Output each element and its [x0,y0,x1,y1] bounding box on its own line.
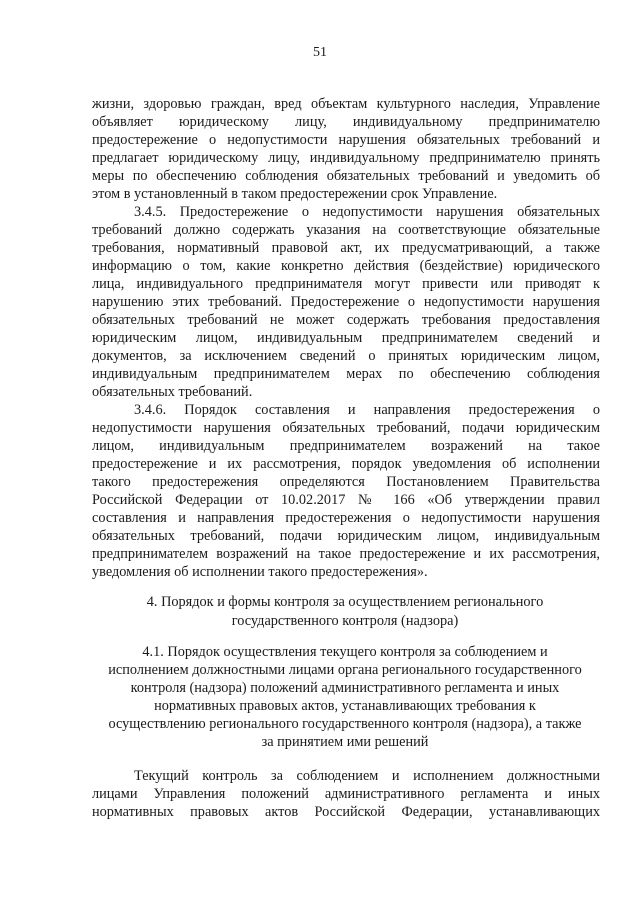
text-line: документов, за исключением сведений о принятых юридическим лицом, [92,348,600,364]
text-line: составления и направления предостережения о недопустимости нарушения [92,510,600,526]
heading-line: 4. Порядок и формы контроля за осуществлением регионального [146,594,544,610]
text-line: лицами Управления положений административного регламента и иных [92,786,600,802]
text-line: нормативных правовых актов Российской Федерации, устанавливающих [92,804,600,820]
heading-line: государственного контроля (надзора) [231,613,459,629]
page-number: 51 [313,45,327,60]
text-line: Текущий контроль за соблюдением и исполнением должностными [134,768,600,784]
text-line: меры по обеспечению соблюдения обязательных требований и уведомить об [92,168,600,184]
text-line: жизни, здоровью граждан, вред объектам культурного наследия, Управление [92,96,600,112]
text-line: юридическим лицом, индивидуальным предпринимателем сведений и [92,330,600,346]
text-line: недопустимости нарушения обязательных требований, подачи юридическим [92,420,600,436]
heading-line: за принятием ими решений [261,734,429,750]
text-line: обязательных требований. [92,384,253,400]
text-line: этом в установленный в таком предостережении срок Управление. [92,186,498,202]
text-line: требований должно содержать указания на соответствующие обязательные [92,222,600,238]
text-line: нарушению этих требований. Предостережение о недопустимости нарушения [92,294,600,310]
text-line: 3.4.6. Порядок составления и направления предостережения о [134,402,600,418]
text-line: Российской Федерации от 10.02.2017 № 166 «Об утверждении правил [92,492,600,508]
heading-line: нормативных правовых актов, устанавливающих требования к [154,698,536,714]
text-line: предостережение и их рассмотрения, порядок уведомления об исполнении [92,456,600,472]
text-line: индивидуальным предпринимателем мерах по обеспечению соблюдения [92,366,600,382]
text-line: лица, индивидуального предпринимателя могут привести или приводят к [92,276,600,292]
text-line: требования, нормативный правовой акт, их предусматривающий, а также [92,240,600,256]
text-line: обязательных требований не может содержать требования предоставления [92,312,600,328]
heading-line: контроля (надзора) положений административного регламента и иных [130,680,560,696]
text-line: обязательных требований, подачи юридическим лицом, индивидуальным [92,528,600,544]
text-line: предостережение о недопустимости нарушения обязательных требований и [92,132,600,148]
text-line: лицом, индивидуальным предпринимателем возражений на такое [92,438,600,454]
heading-line: исполнением должностными лицами органа регионального государственного [108,662,582,678]
heading-line: 4.1. Порядок осуществления текущего контроля за соблюдением и [142,644,548,660]
text-line: 3.4.5. Предостережение о недопустимости нарушения обязательных [134,204,600,220]
heading-line: осуществлению регионального государственного контроля (надзора), а также [108,716,582,732]
text-line: уведомления об исполнении такого предостережения». [92,564,428,580]
text-line: предпринимателем возражений на такое предостережение и их рассмотрения, [92,546,600,562]
text-line: предлагает юридическому лицу, индивидуальному предпринимателю принять [92,150,600,166]
text-line: такого предостережения определяются Постановлением Правительства [92,474,600,490]
text-line: объявляет юридическому лицу, индивидуальному предпринимателю [92,114,600,130]
text-line: информацию о том, какие конкретно действия (бездействие) юридического [92,258,600,274]
